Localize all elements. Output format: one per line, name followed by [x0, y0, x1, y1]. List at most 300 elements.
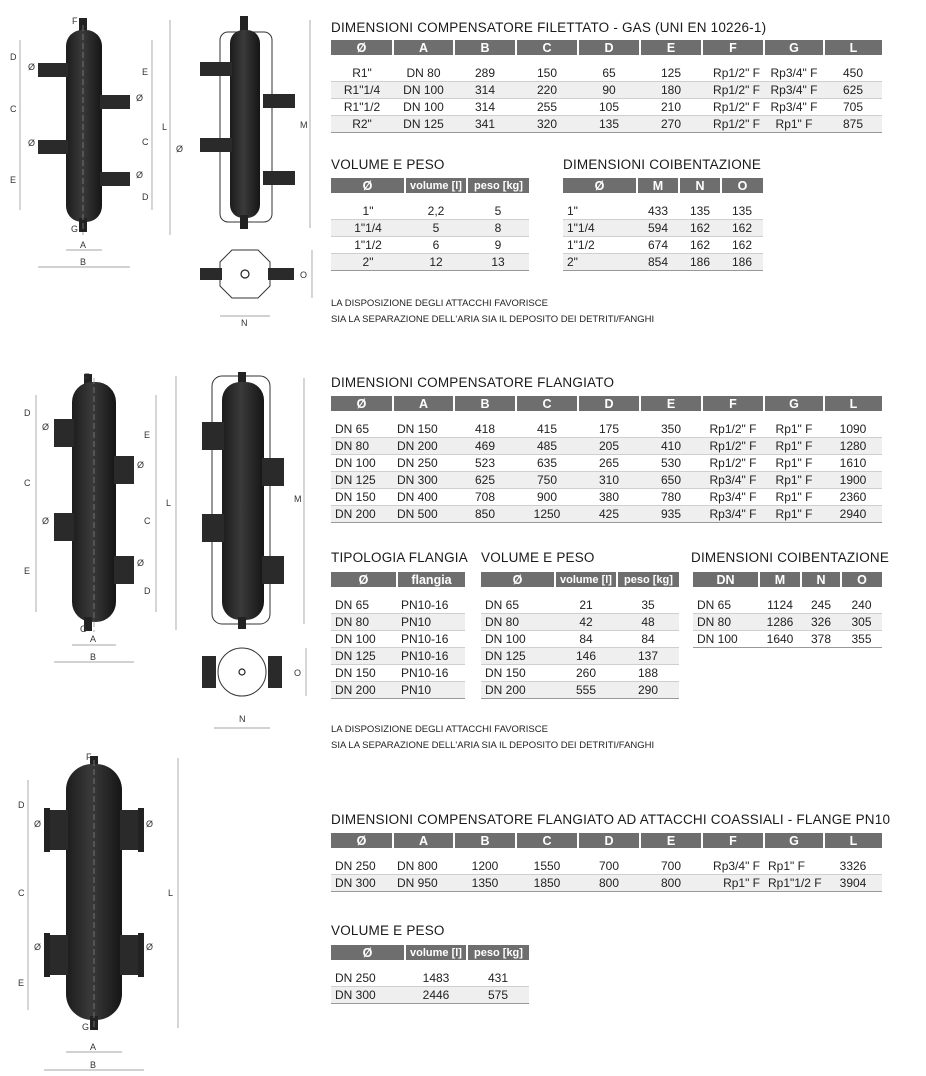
- t1-header-2: B: [454, 40, 516, 55]
- table-row: [331, 472, 882, 489]
- label-c-3: C: [18, 888, 25, 898]
- t3-cell: 1550: [516, 858, 578, 875]
- t2co-cell: 240: [841, 597, 882, 614]
- s2-dimension-table: [331, 396, 882, 523]
- t1-cell: Rp3/4" F: [764, 82, 824, 99]
- t1-cell: 150: [516, 65, 578, 82]
- t1-header-3: C: [516, 40, 578, 55]
- t2-cell: 415: [516, 421, 578, 438]
- s1-note-line2: SIA LA SEPARAZIONE DELL'ARIA SIA IL DEPOSITO DEI DETRITI/FANGHI: [331, 314, 655, 325]
- label-phi-2d: Ø: [137, 558, 145, 568]
- t2vp-cell: 555: [555, 682, 617, 699]
- label-b-1: B: [80, 257, 87, 267]
- t2-cell: 205: [578, 438, 640, 455]
- label-phi-3d: Ø: [146, 942, 154, 952]
- t2vp-header-0: Ø: [481, 572, 555, 587]
- t2-cell: 350: [640, 421, 702, 438]
- t2co-cell: 245: [801, 597, 841, 614]
- t1vp-header-2: peso [kg]: [467, 178, 529, 193]
- t1-cell: R1"1/2: [331, 99, 393, 116]
- label-d-3: D: [18, 800, 25, 810]
- t2fl-cell: PN10-16: [397, 665, 465, 682]
- table-row: [693, 614, 882, 631]
- label-g-1: G: [71, 224, 79, 234]
- t1-cell: 705: [824, 99, 882, 116]
- t2-cell: 2360: [824, 489, 882, 506]
- t2fl-cell: PN10-16: [397, 597, 465, 614]
- label-o-1: O: [300, 270, 308, 280]
- table-row: [331, 99, 882, 116]
- t1co-cell: 674: [637, 237, 679, 254]
- t2-header-3: C: [516, 396, 578, 411]
- t2-cell: 1610: [824, 455, 882, 472]
- s3-volume-weight-table: [331, 945, 529, 1004]
- table-row: [331, 421, 882, 438]
- t2fl-cell: DN 80: [331, 614, 397, 631]
- t2vp-cell: 35: [617, 597, 679, 614]
- t2-cell: 650: [640, 472, 702, 489]
- t2-cell: Rp1" F: [764, 506, 824, 523]
- t2-cell: Rp1/2" F: [702, 438, 764, 455]
- t2-cell: 530: [640, 455, 702, 472]
- t3-cell: DN 950: [393, 875, 454, 892]
- t1-cell: 625: [824, 82, 882, 99]
- t1co-cell: 433: [637, 203, 679, 220]
- t1co-cell: 162: [721, 220, 763, 237]
- t2-cell: DN 200: [393, 438, 454, 455]
- label-n-1: N: [241, 318, 248, 328]
- t3-header-8: L: [824, 833, 882, 848]
- t3-cell: DN 300: [331, 875, 393, 892]
- t1co-cell: 186: [679, 254, 721, 271]
- t2-cell: 469: [454, 438, 516, 455]
- s2-title: DIMENSIONI COMPENSATORE FLANGIATO: [331, 375, 615, 390]
- t2vp-cell: DN 80: [481, 614, 555, 631]
- table-row: [331, 438, 882, 455]
- t2co-cell: 1640: [759, 631, 801, 648]
- t2co-header-0: DN: [693, 572, 759, 587]
- t1-cell: 180: [640, 82, 702, 99]
- t2vp-cell: 290: [617, 682, 679, 699]
- t2-cell: Rp1" F: [764, 421, 824, 438]
- t3-header-2: B: [454, 833, 516, 848]
- s2-fl-title: TIPOLOGIA FLANGIA: [331, 550, 468, 565]
- t2-header-6: F: [702, 396, 764, 411]
- table-row: [693, 631, 882, 648]
- label-d-2b: D: [144, 586, 151, 596]
- t1-header-6: F: [702, 40, 764, 55]
- label-a-1: A: [80, 240, 87, 250]
- t1-cell: 314: [454, 82, 516, 99]
- label-e-3: E: [18, 978, 25, 988]
- t1-cell: 125: [640, 65, 702, 82]
- t3-cell: 3326: [824, 858, 882, 875]
- s2-note-line1: LA DISPOSIZIONE DEGLI ATTACCHI FAVORISCE: [331, 724, 548, 735]
- t1-cell: Rp1/2" F: [702, 116, 764, 133]
- label-e-2: E: [24, 566, 31, 576]
- s2-co-title: DIMENSIONI COIBENTAZIONE: [691, 550, 890, 565]
- label-f-2: F: [84, 372, 90, 382]
- label-phi-1e: Ø: [176, 144, 184, 154]
- t1vp-cell: 1"1/4: [331, 220, 405, 237]
- table-row: [563, 254, 763, 271]
- label-a-3: A: [90, 1042, 97, 1052]
- t1vp-header-1: volume [l]: [405, 178, 467, 193]
- t2vp-header-1: volume [l]: [555, 572, 617, 587]
- label-e-1: E: [10, 175, 17, 185]
- t2-cell: DN 80: [331, 438, 393, 455]
- t1-header-7: G: [764, 40, 824, 55]
- label-a-2: A: [90, 634, 97, 644]
- t2-cell: 850: [454, 506, 516, 523]
- label-b-2: B: [90, 652, 97, 662]
- t1vp-cell: 8: [467, 220, 529, 237]
- t1-header-0: Ø: [331, 40, 393, 55]
- t2co-cell: 1124: [759, 597, 801, 614]
- label-c-2: C: [24, 478, 31, 488]
- table-row: [563, 203, 763, 220]
- t2-cell: 410: [640, 438, 702, 455]
- t2co-header-2: N: [801, 572, 841, 587]
- table-row: [331, 614, 465, 631]
- label-c-2b: C: [144, 516, 151, 526]
- label-f-1: F: [72, 16, 78, 26]
- t2-header-4: D: [578, 396, 640, 411]
- t2-cell: 425: [578, 506, 640, 523]
- t1-cell: Rp3/4" F: [764, 65, 824, 82]
- table-row: [481, 614, 679, 631]
- t2-cell: Rp1" F: [764, 455, 824, 472]
- table-row: [331, 237, 529, 254]
- t1-cell: R1"1/4: [331, 82, 393, 99]
- t2-cell: DN 400: [393, 489, 454, 506]
- label-phi-1c: Ø: [28, 138, 36, 148]
- t1vp-cell: 13: [467, 254, 529, 271]
- s2-vp-title: VOLUME E PESO: [481, 550, 595, 565]
- label-d-1: D: [10, 52, 17, 62]
- t1vp-header-0: Ø: [331, 178, 405, 193]
- s1-note-line1: LA DISPOSIZIONE DEGLI ATTACCHI FAVORISCE: [331, 298, 548, 309]
- t2-cell: Rp3/4" F: [702, 472, 764, 489]
- t3vp-cell: 575: [467, 987, 529, 1004]
- t2-cell: DN 125: [331, 472, 393, 489]
- s1-vp-title: VOLUME E PESO: [331, 157, 445, 172]
- label-g-3: G: [82, 1022, 90, 1032]
- table-row: [331, 254, 529, 271]
- t2-cell: 750: [516, 472, 578, 489]
- t1-cell: 210: [640, 99, 702, 116]
- t1-cell: Rp1" F: [764, 116, 824, 133]
- t1co-cell: 135: [679, 203, 721, 220]
- t3-header-4: D: [578, 833, 640, 848]
- label-l-3: L: [168, 888, 174, 898]
- t2co-cell: 326: [801, 614, 841, 631]
- t2-cell: Rp1" F: [764, 472, 824, 489]
- label-e-2b: E: [144, 430, 151, 440]
- s3-vp-title: VOLUME E PESO: [331, 923, 445, 938]
- s3-dimension-table: [331, 833, 882, 892]
- label-e-1b: E: [142, 67, 149, 77]
- table-row: [331, 858, 882, 875]
- t2vp-cell: 84: [555, 631, 617, 648]
- t3-cell: 800: [640, 875, 702, 892]
- t1-cell: 289: [454, 65, 516, 82]
- label-c-1b: C: [142, 137, 149, 147]
- s1-co-title: DIMENSIONI COIBENTAZIONE: [563, 157, 762, 172]
- table-row: [331, 597, 465, 614]
- t3-cell: DN 800: [393, 858, 454, 875]
- table-row: [331, 65, 882, 82]
- t2-cell: 780: [640, 489, 702, 506]
- s1-volume-weight-table: [331, 178, 529, 271]
- t2-cell: 1090: [824, 421, 882, 438]
- t2-cell: 635: [516, 455, 578, 472]
- s3-title: DIMENSIONI COMPENSATORE FLANGIATO AD ATTACCHI COASSIALI - FLANGE PN10: [331, 812, 891, 827]
- t2vp-cell: 146: [555, 648, 617, 665]
- t1-cell: Rp1/2" F: [702, 82, 764, 99]
- label-f-3: F: [86, 752, 92, 762]
- t2-cell: DN 150: [393, 421, 454, 438]
- s2-flange-table: [331, 572, 465, 699]
- s1-dimension-table: [331, 40, 882, 133]
- s1-note: [331, 296, 654, 328]
- t2co-cell: 355: [841, 631, 882, 648]
- t1-cell: Rp1/2" F: [702, 99, 764, 116]
- table-row: [563, 220, 763, 237]
- t2-cell: DN 300: [393, 472, 454, 489]
- label-o-2: O: [294, 668, 302, 678]
- t1-cell: Rp1/2" F: [702, 65, 764, 82]
- table-row: [331, 203, 529, 220]
- t2-cell: DN 200: [331, 506, 393, 523]
- t1co-header-3: O: [721, 178, 763, 193]
- t2vp-header-2: peso [kg]: [617, 572, 679, 587]
- t1co-cell: 186: [721, 254, 763, 271]
- t3-cell: Rp1" F: [702, 875, 764, 892]
- s2-note-line2: SIA LA SEPARAZIONE DELL'ARIA SIA IL DEPOSITO DEI DETRITI/FANGHI: [331, 740, 655, 751]
- t2fl-cell: PN10-16: [397, 631, 465, 648]
- t2-cell: 900: [516, 489, 578, 506]
- t1co-header-2: N: [679, 178, 721, 193]
- t2vp-cell: 188: [617, 665, 679, 682]
- t1co-cell: 162: [721, 237, 763, 254]
- t1vp-cell: 9: [467, 237, 529, 254]
- t3-header-5: E: [640, 833, 702, 848]
- t2co-header-3: O: [841, 572, 882, 587]
- label-phi-3a: Ø: [34, 819, 42, 829]
- s1-insulation-table: [563, 178, 763, 271]
- t2-cell: 625: [454, 472, 516, 489]
- t2-cell: 523: [454, 455, 516, 472]
- t1-cell: DN 80: [393, 65, 454, 82]
- label-m-2: M: [294, 494, 302, 504]
- table-row: [481, 648, 679, 665]
- t3vp-cell: 431: [467, 970, 529, 987]
- table-row: [693, 597, 882, 614]
- t1-cell: 65: [578, 65, 640, 82]
- drawing2-front: [36, 374, 176, 662]
- t2fl-cell: DN 125: [331, 648, 397, 665]
- t2vp-cell: 42: [555, 614, 617, 631]
- t3-cell: 800: [578, 875, 640, 892]
- t2-header-2: B: [454, 396, 516, 411]
- table-row: [331, 116, 882, 133]
- t1vp-cell: 1": [331, 203, 405, 220]
- t3-cell: 3904: [824, 875, 882, 892]
- t1co-cell: 1": [563, 203, 637, 220]
- t3-header-7: G: [764, 833, 824, 848]
- t2co-cell: DN 65: [693, 597, 759, 614]
- t1-cell: 320: [516, 116, 578, 133]
- t1vp-cell: 5: [467, 203, 529, 220]
- t2co-cell: DN 80: [693, 614, 759, 631]
- t3vp-cell: 2446: [405, 987, 467, 1004]
- t2vp-cell: 21: [555, 597, 617, 614]
- drawing1-top: [200, 250, 312, 316]
- t3vp-cell: DN 250: [331, 970, 405, 987]
- t1vp-cell: 5: [405, 220, 467, 237]
- t3-cell: 1200: [454, 858, 516, 875]
- label-m-1: M: [300, 120, 308, 130]
- t3-header-3: C: [516, 833, 578, 848]
- t2-cell: 265: [578, 455, 640, 472]
- t1-cell: 450: [824, 65, 882, 82]
- t3vp-cell: 1483: [405, 970, 467, 987]
- label-d-2: D: [24, 408, 31, 418]
- t2-cell: 1900: [824, 472, 882, 489]
- label-phi-1b: Ø: [136, 93, 144, 103]
- t2fl-cell: DN 150: [331, 665, 397, 682]
- t1-cell: DN 100: [393, 82, 454, 99]
- t1-cell: DN 125: [393, 116, 454, 133]
- label-g-2: G: [80, 624, 88, 634]
- t1-cell: 135: [578, 116, 640, 133]
- table-row: [331, 455, 882, 472]
- t2-cell: 485: [516, 438, 578, 455]
- t1-cell: 270: [640, 116, 702, 133]
- t2fl-cell: DN 65: [331, 597, 397, 614]
- t1-cell: 255: [516, 99, 578, 116]
- table-row: [331, 665, 465, 682]
- table-row: [331, 682, 465, 699]
- t2-cell: 310: [578, 472, 640, 489]
- t2vp-cell: DN 125: [481, 648, 555, 665]
- t2vp-cell: 137: [617, 648, 679, 665]
- t2fl-cell: DN 100: [331, 631, 397, 648]
- t2-cell: Rp1" F: [764, 438, 824, 455]
- t3-cell: Rp1" F: [764, 858, 824, 875]
- t2fl-cell: DN 200: [331, 682, 397, 699]
- t1vp-cell: 6: [405, 237, 467, 254]
- t2-cell: 2940: [824, 506, 882, 523]
- t3vp-header-1: volume [l]: [405, 945, 467, 960]
- t2co-cell: 1286: [759, 614, 801, 631]
- t3-cell: Rp1"1/2 F: [764, 875, 824, 892]
- t2-cell: DN 150: [331, 489, 393, 506]
- t2-header-1: A: [393, 396, 454, 411]
- label-phi-3b: Ø: [146, 819, 154, 829]
- t2co-cell: DN 100: [693, 631, 759, 648]
- t3vp-header-2: peso [kg]: [467, 945, 529, 960]
- label-b-3: B: [90, 1060, 97, 1070]
- t2-header-7: G: [764, 396, 824, 411]
- t2fl-cell: PN10: [397, 682, 465, 699]
- t3-cell: 1850: [516, 875, 578, 892]
- t2vp-cell: 260: [555, 665, 617, 682]
- table-row: [481, 597, 679, 614]
- t2fl-header-1: flangia: [397, 572, 465, 587]
- drawing1-side: [200, 16, 310, 229]
- table-row: [481, 682, 679, 699]
- t2-cell: 1280: [824, 438, 882, 455]
- t3vp-header-0: Ø: [331, 945, 405, 960]
- t1-cell: 90: [578, 82, 640, 99]
- t1co-cell: 594: [637, 220, 679, 237]
- s1-title: DIMENSIONI COMPENSATORE FILETTATO - GAS (UNI EN 10226-1): [331, 20, 767, 35]
- t1co-header-1: M: [637, 178, 679, 193]
- t2fl-cell: PN10-16: [397, 648, 465, 665]
- drawing2-side: [202, 372, 304, 629]
- t1co-cell: 135: [721, 203, 763, 220]
- label-phi-1a: Ø: [28, 62, 36, 72]
- t2-cell: Rp1/2" F: [702, 455, 764, 472]
- t1-cell: DN 100: [393, 99, 454, 116]
- t3-cell: Rp3/4" F: [702, 858, 764, 875]
- s2-volume-weight-table: [481, 572, 679, 699]
- label-phi-2c: Ø: [42, 516, 50, 526]
- t1co-cell: 162: [679, 237, 721, 254]
- t3-header-6: F: [702, 833, 764, 848]
- t1-header-5: E: [640, 40, 702, 55]
- t3-cell: DN 250: [331, 858, 393, 875]
- t2-cell: Rp1" F: [764, 489, 824, 506]
- t2-cell: DN 250: [393, 455, 454, 472]
- t2-cell: DN 100: [331, 455, 393, 472]
- t2-header-8: L: [824, 396, 882, 411]
- t3-cell: 1350: [454, 875, 516, 892]
- table-row: [331, 631, 465, 648]
- t1co-cell: 1"1/4: [563, 220, 637, 237]
- t3-cell: 700: [578, 858, 640, 875]
- s2-note: [331, 722, 654, 754]
- s2-insulation-table: [693, 572, 882, 648]
- t2-cell: Rp3/4" F: [702, 489, 764, 506]
- t1-cell: Rp3/4" F: [764, 99, 824, 116]
- table-row: [563, 237, 763, 254]
- t2-cell: Rp1/2" F: [702, 421, 764, 438]
- t1vp-cell: 2": [331, 254, 405, 271]
- label-l-2: L: [166, 498, 172, 508]
- t2vp-cell: DN 200: [481, 682, 555, 699]
- t1-cell: 220: [516, 82, 578, 99]
- label-phi-1d: Ø: [136, 170, 144, 180]
- t2co-header-1: M: [759, 572, 801, 587]
- t1vp-cell: 1"1/2: [331, 237, 405, 254]
- label-phi-2a: Ø: [42, 422, 50, 432]
- t2fl-header-0: Ø: [331, 572, 397, 587]
- table-row: [331, 875, 882, 892]
- table-row: [331, 220, 529, 237]
- t1-cell: 341: [454, 116, 516, 133]
- table-row: [331, 648, 465, 665]
- table-row: [331, 970, 529, 987]
- table-row: [331, 506, 882, 523]
- t1-cell: 875: [824, 116, 882, 133]
- t1vp-cell: 12: [405, 254, 467, 271]
- table-row: [481, 665, 679, 682]
- drawing2-top: [202, 648, 306, 728]
- t2-cell: DN 65: [331, 421, 393, 438]
